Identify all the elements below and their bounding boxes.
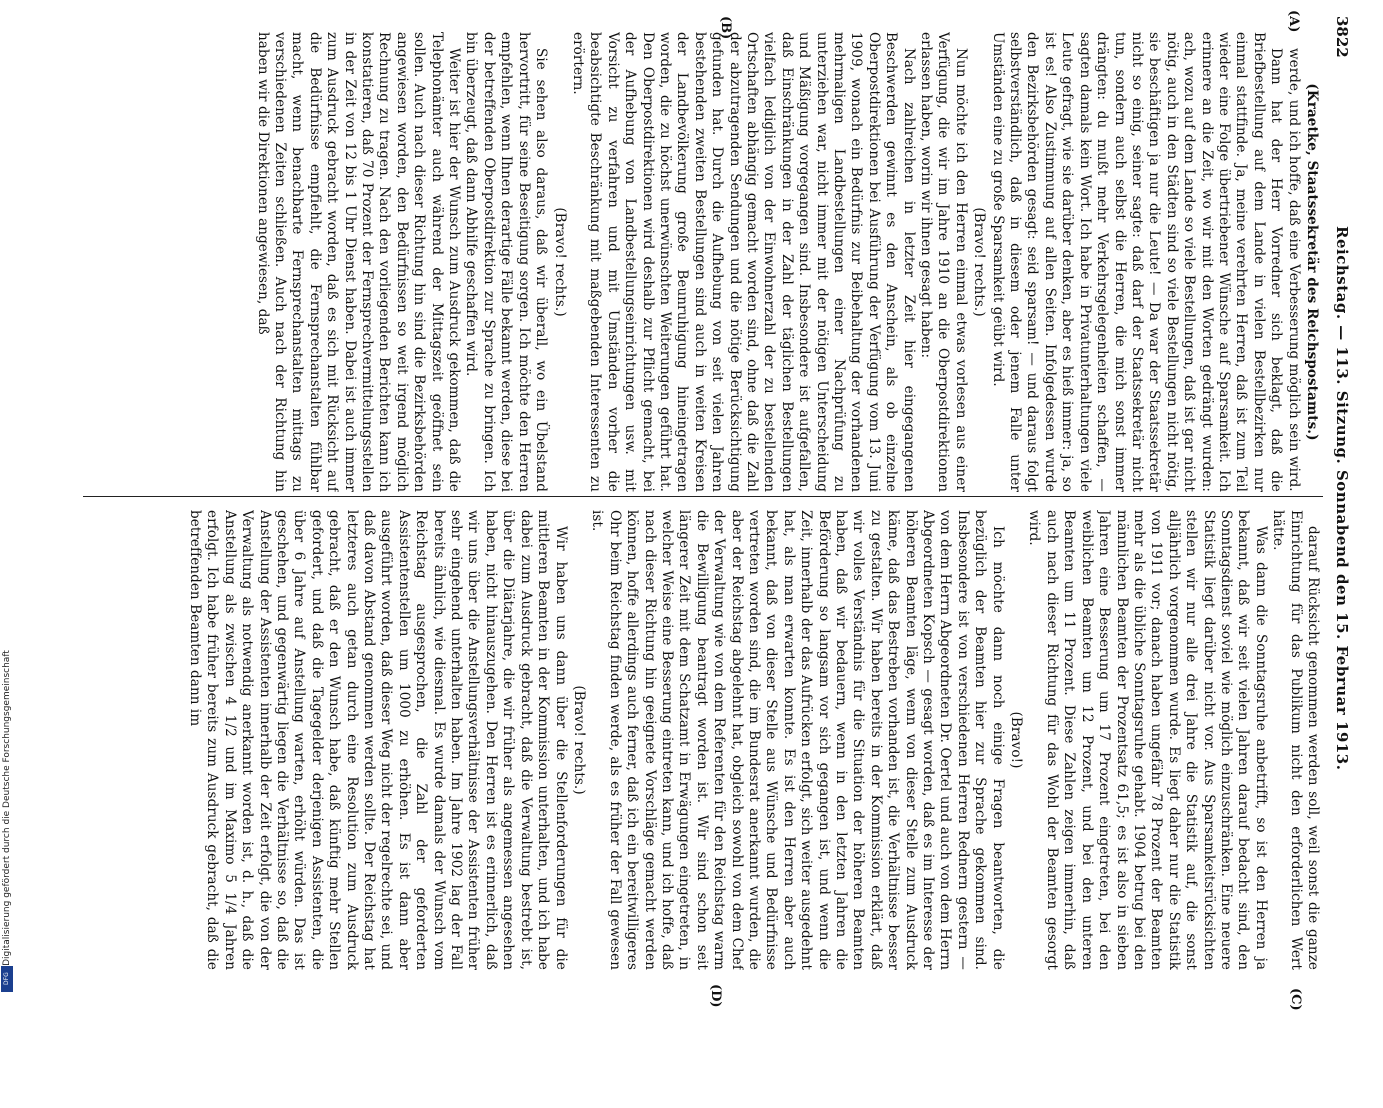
paragraph: Nun möchte ich den Herren einmal etwas vorlesen aus einer Verfügung, die wir im Jahre 1910 an die Oberpostdirektionen erlassen haben, worin wir ihnen gesagt haben:: [918, 32, 969, 492]
column-divider: [83, 496, 1323, 497]
running-head: Reichstag. — 113. Sitzung. Sonnabend den 15. Februar 1913.: [1333, 226, 1351, 771]
speaker-label: (Kraetke, Staatssekretär des Reichspostamts.): [1304, 83, 1320, 441]
paragraph: Dann hat der Herr Vorredner sich beklagt, daß die Briefbestellung auf dem Lande in vielen Bestellbezirken nur einmal stattfinde. Ja, meine verehrten Herren, daß ist zum Teil wieder eine Folge übertriebener Wünsche auf Sparsamkeit. Ich erinnere an die Zeit, wo wir mit den Worten gedrängt wurden: ach, wozu auf dem Lande so viele Bestellungen, daß ist gar nicht nötig, auch in den Städten sind so viele Bestellungen nicht nötig, sie beschäftigen ja nur die Leute! — Da war der Staatssekretär nicht so einig, seiner sagte: daß darf der Staatssekretär nicht tun, sondern auch selbst die Herren, die mich sonst immer drängten: du mußt mehr Verkehrsgelegenheiten schaffen, — sagten damals kein Wort. Ich habe in Privatunterhaltungen viele Leute gefragt, wie sie darüber denken, aber es hieß immer: ja, so ist es! Also Zustimmung auf allen Seiten. Infolgedessen wurde den Bezirksbehörden gesagt: seid sparsam! — und daraus folgt selbstverständlich, daß in diesem oder jenem Falle unter Umständen eine zu große Sparsamkeit geübt wird.: [989, 32, 1285, 492]
quoted-paragraph: Nach zahlreichen in letzter Zeit hier eingegangenen Beschwerden gewinnt es den Anschein, als ob einzelne Oberpostdirektionen bei Ausführung der Verfügung vom 13. Juni 1909, wonach ein Bedürfnis zur Beibehaltung der vorhandenen mehrmaligen Landbestellungen einer Nachprüfung zu unterziehen war, nicht immer mit der nötigen Unterscheidung und Mäßigung vorgegangen sind. Insbesondere ist aufgefallen, daß Einschränkungen in der Zahl der täglichen Bestellungen vielfach lediglich von der Einwohnerzahl der zu bestellenden Ortschaften abhängig gemacht worden sind, ohne daß die Zahl der abzutragenden Sendungen und die nötige Berücksichtigung gefunden hat. Durch die Aufhebung von seit vielen Jahren bestehenden zweiten Bestellungen sind auch in weiten Kreisen der Landbevölkerung große Beunruhigung hineingetragen worden, die zu höchst unerwünschten Weiterungen geführt hat. Den Oberpostdirektionen wird deshalb zur Pflicht gemacht, bei der Aufhebung von Landbestellungseinrichtungen usw. mit Vorsicht zu verfahren und mit Umständen vorher die beabsichtigte Beschränkung mit maßgebenden Interessenten zu erörtern.: [569, 32, 917, 492]
page-number: 3822: [1333, 16, 1351, 58]
margin-mark-d: (D): [708, 984, 723, 1008]
paragraph: Ich möchte dann noch einige Fragen beantworten, die bezüglich der Beamten hier zur Sprache gekommen sind. Insbesondere ist von verschiedenen Herren Rednern gestern — von dem Herrn Abgeordneten Dr. Oertel und auch von dem Herrn Abgeordneten Kopsch — gesagt worden, daß es im Interesse der höheren Beamten läge, wenn von dieser Stelle zum Ausdruck käme, daß das Bestreben vorhanden ist, die Verhältnisse besser zu gestalten. Wir haben bereits in der Kommission erklärt, daß wir volles Verständnis für die Situation der höheren Beamten haben, daß wir bedauern, wenn in den letzten Jahren die Beförderung so langsam vor sich gegangen ist, und wenn die Zeit, innerhalb der das Aufrücken erfolgt, sich weiter ausgedehnt hat, als man erwarten konnte. Es ist den Herren aber auch bekannt, daß von dieser Stelle aus Wünsche und Bedürfnisse vertreten worden sind, die im Bundesrat anerkannt wurden, die aber der Reichstag abgelehnt hat, obgleich sowohl von dem Chef der Verwaltung wie von dem Referenten für den Reichstag warm die Bewilligung beantragt worden ist. Wir sind schon seit längerer Zeit mit dem Schatzamt in Erwägungen eingetreten, in welcher Weise eine Besserung eintreten kann, und ich hoffe, daß nach dieser Richtung hin geeignete Vorschläge gemacht werden können, hoffe allerdings auch ferner, daß ich ein bereitwilligeres Ohr beim Reichstag finden werde, als es früher der Fall gewesen ist.: [589, 510, 1006, 970]
digitization-strip: [0, 0, 14, 1000]
paragraph: darauf Rücksicht genommen werden soll, weil sonst die ganze Einrichtung für das Publikum nicht den erforderlichen Wert hätte.: [1270, 510, 1321, 970]
right-column: [91, 510, 1321, 970]
paragraph: Wir haben uns dann über die Stellenforderungen für die mittleren Beamten in der Kommission unterhalten, und ich habe dabei zum Ausdruck gebracht, daß die Verwaltung bestrebt ist, über die Diätarjahre, die wir früher als angemessen angesehen haben, nicht hinauszugehen. Den Herren ist es erinnerlich, daß wir uns über die Anstellungsverhältnisse der Assistenten früher sehr eingehend unterhalten haben. Im Jahre 1902 lag der Fall bereits ähnlich, wie diesmal. Es wurde damals der Wunsch vom Reichstag ausgesprochen, die Zahl der geforderten Assistentenstellen um 1000 zu erhöhen. Es ist dann aber ausgeführt worden, daß dieser Weg nicht der regelrechte sei, und daß davon Abstand genommen werden sollte. Der Reichstag hat letzteres auch getan durch eine Resolution zum Ausdruck gebracht, daß er den Wunsch habe, daß künftig mehr Stellen gefordert, und daß die Tagegelder derjenigen Assistenten, die über 6 Jahre auf Anstellung warten, erhöht würden. Das ist geschehen, und gegenwärtig liegen die Verhältnisse so, daß die Anstellung der Assistenten innerhalb der Zeit erfolgt, die von der Verwaltung als notwendig anerkannt worden ist, d. h., daß die Anstellung als zwischen 4 1/2 und im Maximo 5 1/4 Jahren erfolgt. Ich habe früher bereits zum Ausdruck gebracht, daß die betreffenden Beamten dann im: [187, 510, 569, 970]
paragraph: werde, und ich hoffe, daß eine Verbesserung möglich sein wird.: [1285, 48, 1302, 492]
margin-mark-a: (A): [1286, 10, 1301, 33]
audience-reaction: (Bravo!): [1008, 711, 1025, 769]
paragraph: Sie sehen also daraus, daß wir überall, wo ein Übelstand hervortritt, für seine Beseitigung sorgen. Ich möchte den Herren empfehlen, wenn Ihnen derartige Fälle bekannt werden, diese bei der betreffenden Oberpostdirektion zur Sprache zu bringen. Ich bin überzeugt, daß dann Abhilfe geschaffen wird.: [463, 32, 550, 492]
paragraph: Was dann die Sonntagsruhe anbetrifft, so ist den Herren ja bekannt, daß wir seit vielen Jahren darauf bedacht sind, den Sonntagsdienst soviel wie möglich einzuschränken. Eine neuere Statistik liegt darüber nicht vor. Aus Sparsamkeitsrücksichten stellen wir nur alle drei Jahre die Statistik auf, die sonst alljährlich vorgenommen wurde. Es liegt daher nur die Statistik von 1911 vor; danach haben ungefähr 78 Prozent der Beamten mehr als die übliche Sonntagsruhe gehabt. 1904 betrug bei den männlichen Beamten der Prozentsatz 61,5; es ist also in sieben Jahren eine Besserung um 17 Prozent eingetreten, bei den weiblichen Beamten um 12 Prozent, und bei den unteren Beamten um 11 Prozent. Diese Zahlen zeigen immerhin, daß auch nach dieser Richtung für das Wohl der Beamten gesorgt wird.: [1026, 510, 1269, 970]
dfg-logo: DFG: [1, 966, 13, 992]
audience-reaction: (Bravo! rechts.): [971, 207, 988, 317]
margin-mark-b: (B): [718, 16, 733, 40]
digitization-credit: Digitalisierung gefördert durch die Deutsche Forschungsgemeinschaft: [2, 650, 12, 966]
page-header: [1325, 16, 1351, 984]
margin-mark-c: (C): [1288, 988, 1303, 1011]
paragraph: Weiter ist hier der Wunsch zum Ausdruck gekommen, daß die Telephonämter auch während der Mittagszeit geöffnet sein sollen. Auch nach dieser Richtung hin sind die Bezirksbehörden angewiesen worden, den Bedürfnissen so weit irgend möglich Rechnung zu tragen. Nach den vorliegenden Berichten kann ich konstatieren, daß 70 Prozent der Fernsprechvermittelungsstellen in der Zeit von 12 bis 1 Uhr Dienst haben. Dabei ist auch immer zum Ausdruck gebracht worden, daß es sich mit Rücksicht auf die Bedürfnisse empfiehlt, die Fernsprechanstalten fühlbar macht, wenn benachbarte Fernsprechanstalten mittags zu verschiedenen Zeiten schließen. Auch nach der Richtung hin haben wir die Direktionen angewiesen, daß: [254, 32, 463, 492]
left-column: [91, 32, 1321, 492]
audience-reaction: (Bravo! rechts.): [551, 207, 568, 317]
document-page: [43, 0, 1383, 1011]
audience-reaction: (Bravo! rechts.): [570, 685, 587, 795]
